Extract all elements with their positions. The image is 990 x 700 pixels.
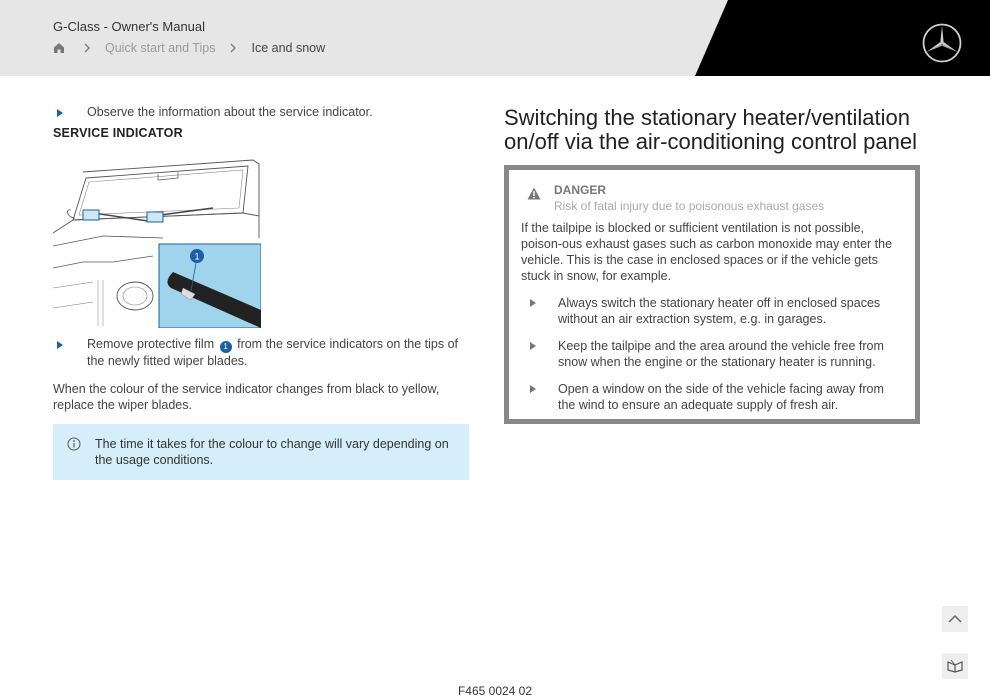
breadcrumb: [53, 41, 325, 55]
step2-text-after: from the service indicators on the tips of the newly fitted wiper blades.: [87, 337, 459, 368]
warning-triangle-icon: [527, 187, 541, 200]
wiper-service-indicator-illustration: [53, 158, 261, 328]
bullet-arrow-icon: [530, 342, 536, 350]
info-note: [53, 424, 469, 480]
figure-code: F465 0024 02: [457, 684, 533, 698]
bullet-arrow-icon: [530, 299, 536, 307]
chevron-up-icon: [948, 614, 962, 624]
danger-list: [526, 295, 896, 424]
glossary-button[interactable]: [942, 653, 968, 679]
danger-item-text: Always switch the stationary heater off in enclosed spaces without an air extraction system, e.g. in garages.: [558, 296, 881, 326]
bullet-text: [87, 336, 469, 370]
danger-label: DANGER: [554, 183, 607, 197]
list-item: [526, 381, 896, 413]
danger-subtitle: Risk of fatal injury due to poisonous exhaust gases: [554, 199, 825, 213]
bullet-arrow-icon: [57, 109, 63, 117]
wiper-replace-paragraph: When the colour of the service indicator changes from black to yellow, replace the wiper blades.: [53, 382, 440, 412]
bullet-text: Observe the information about the service indicator.: [87, 105, 373, 119]
manual-title[interactable]: G-Class - Owner's Manual: [53, 19, 206, 34]
danger-warning-box: [504, 165, 920, 424]
illustration-callout-1: 1: [194, 251, 200, 262]
bullet-arrow-icon: [530, 385, 536, 393]
danger-item-text: Open a window on the side of the vehicle facing away from the wind to ensure an adequate supply of fresh air.: [558, 382, 884, 412]
list-item: [526, 295, 896, 327]
header-black-wedge: [0, 0, 990, 76]
breadcrumb-ice-and-snow: Ice and snow: [251, 41, 326, 55]
callout-number-badge: 1: [220, 341, 232, 353]
page-header: [0, 0, 990, 76]
step2-text-before: Remove protective film: [87, 337, 215, 351]
list-item: [53, 104, 469, 121]
danger-header: [521, 183, 824, 213]
book-icon: [947, 659, 963, 673]
left-column: [53, 104, 469, 467]
danger-item-text: Keep the tailpipe and the area around the vehicle free from snow when the engine or the stationary heater is running.: [558, 339, 884, 369]
info-icon: [67, 437, 81, 451]
list-item: [53, 336, 469, 370]
list-item: [526, 338, 896, 370]
section-title: Switching the stationary heater/ventilation on/off via the air-conditioning control panel: [504, 105, 917, 154]
section-heading: SERVICE INDICATOR: [53, 126, 183, 140]
chevron-right-icon: [229, 42, 237, 54]
mercedes-star-logo-icon[interactable]: [921, 22, 963, 64]
home-icon[interactable]: [53, 42, 65, 54]
chevron-right-icon: [83, 42, 91, 54]
scroll-to-top-button[interactable]: [942, 606, 968, 632]
danger-body-text: If the tailpipe is blocked or sufficient ventilation is not possible, poison-ous exhaust gases such as carbon monoxide may enter the vehicle. This is the case in enclosed spaces or if the vehicle gets stuck in snow, for example.: [521, 221, 893, 283]
breadcrumb-quick-start[interactable]: Quick start and Tips: [105, 41, 216, 55]
note-text: The time it takes for the colour to change will vary depending on the usage conditions.: [95, 437, 449, 467]
bullet-arrow-icon: [57, 341, 63, 349]
